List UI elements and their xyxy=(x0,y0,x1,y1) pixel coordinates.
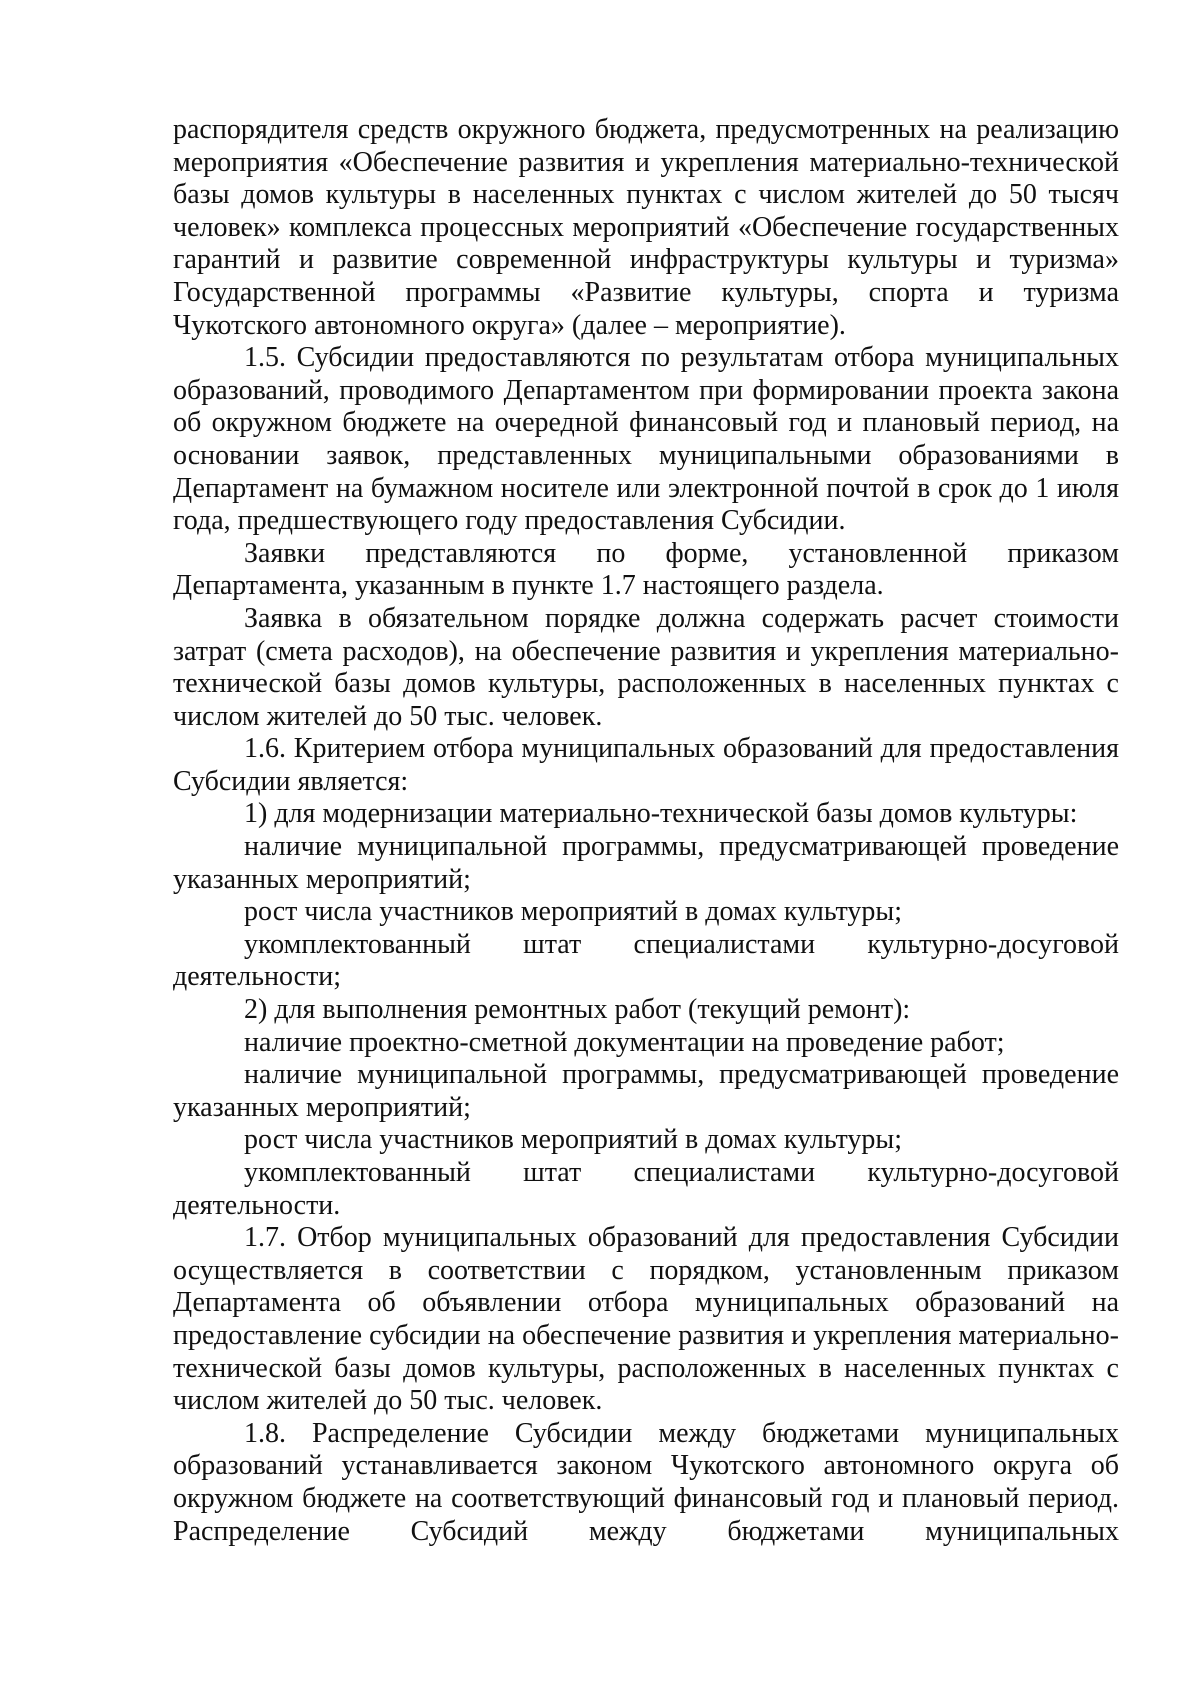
paragraph: 2) для выполнения ремонтных работ (текущий ремонт): xyxy=(244,994,911,1026)
paragraph: укомплектованный штат специалистами культурно-досуговой деятельности. xyxy=(173,1157,1119,1221)
paragraph: 1.7. Отбор муниципальных образований для предоставления Субсидии осуществляется в соответствии с порядком, установленным приказом Департамента об объявлении отбора муниципальных образований на предоставление субсидии на обеспечение развития и укрепления материально-технической базы домов культуры, расположенных в населенных пунктах с числом жителей до 50 тыс. человек. xyxy=(173,1222,1119,1417)
paragraph: рост числа участников мероприятий в домах культуры; xyxy=(244,1124,902,1156)
paragraph: 1) для модернизации материально-технической базы домов культуры: xyxy=(244,798,1078,830)
paragraph: наличие муниципальной программы, предусматривающей проведение указанных мероприятий; xyxy=(173,831,1119,895)
paragraph: Заявка в обязательном порядке должна содержать расчет стоимости затрат (смета расходов), на обеспечение развития и укрепления материально-технической базы домов культуры, расположенных в населенных пунктах с числом жителей до 50 тыс. человек. xyxy=(173,602,1119,732)
paragraph: укомплектованный штат специалистами культурно-досуговой деятельности; xyxy=(173,928,1119,993)
paragraph: Заявки представляются по форме, установленной приказом Департамента, указанным в пункте 1.7 настоящего раздела. xyxy=(173,537,1119,602)
paragraph: наличие проектно-сметной документации на проведение работ; xyxy=(244,1026,1005,1058)
paragraph: 1.6. Критерием отбора муниципальных образований для предоставления Субсидии является: xyxy=(173,733,1119,797)
paragraph: 1.5. Субсидии предоставляются по результатам отбора муниципальных образований, проводимого Департаментом при формировании проекта закона об окружном бюджете на очередной финансовый год и плановый период, на основании заявок, представленных муниципальными образованиями в Департамент на бумажном носителе или электронной почтой в срок до 1 июля года, предшествующего году предоставления Субсидии. xyxy=(173,342,1119,537)
paragraph: 1.8. Распределение Субсидии между бюджетами муниципальных образований устанавливается законом Чукотского автономного округа об окружном бюджете на соответствующий финансовый год и плановый период. Распределение Субсидий между бюджетами муниципальных xyxy=(173,1417,1119,1547)
paragraph: распорядителя средств окружного бюджета, предусмотренных на реализацию мероприятия «Обеспечение развития и укрепления материально-технической базы домов культуры в населенных пунктах с числом жителей до 50 тысяч человек» комплекса процессных мероприятий «Обеспечение государственных гарантий и развитие современной инфраструктуры культуры и туризма» Государственной программы «Развитие культуры, спорта и туризма Чукотского автономного округа» (далее – мероприятие). xyxy=(173,114,1119,341)
document-page xyxy=(173,114,1119,1548)
paragraph: рост числа участников мероприятий в домах культуры; xyxy=(244,896,902,928)
paragraph: наличие муниципальной программы, предусматривающей проведение указанных мероприятий; xyxy=(173,1059,1119,1123)
